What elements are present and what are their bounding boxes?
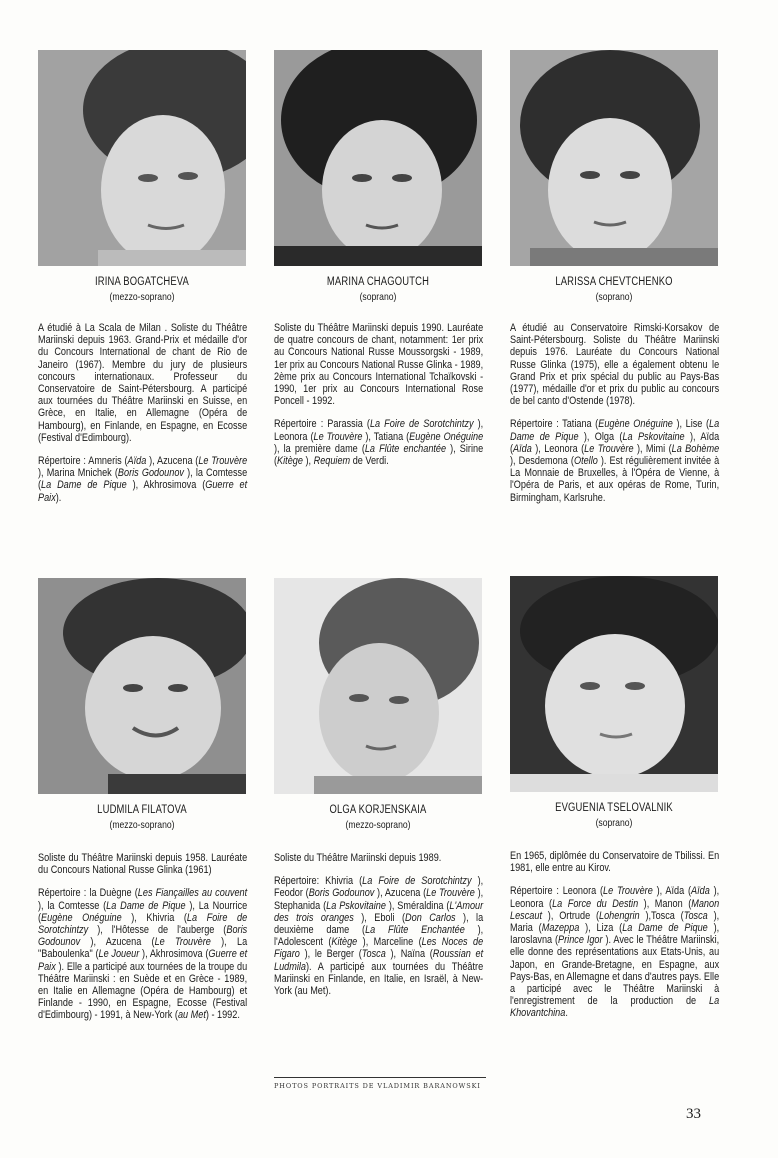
bio-text: ), Naïna ( (385, 948, 433, 961)
bio-text: ), le Berger ( (299, 948, 362, 961)
singer-bio (510, 322, 719, 515)
work-title: Aïda (127, 455, 147, 468)
bio-text: ), (302, 455, 314, 468)
bio-text: Répertoire : Parassia ( (274, 418, 370, 431)
bio-text: ), Feodor ( (274, 875, 484, 900)
bio-text: ), Iaroslavna ( (510, 922, 720, 947)
bio-text: ),Tosca ( (639, 909, 684, 922)
bio-text: ). Avec le Théâtre Mariinski, elle donne des représentations aux Etats-Unis, au Japon, en Grande-Bretagne, en Espagne, aux Pays-Bas, en Allemagne et dans d'autres pays. Elle a participé avec le Théâtre Mariinski à l'enregistrement de la production de (510, 934, 720, 1008)
bio-text: Répertoire : la Duègne ( (38, 887, 138, 900)
bio-text: ), Eboli ( (353, 911, 406, 924)
portrait-photo-6 (510, 576, 718, 792)
work-title: Eugène Onéguine (409, 430, 484, 443)
bio-text: ), Manon ( (638, 897, 692, 910)
bio-text: ). A participé aux tournées du Théâtre Mariinski en Finlande, en Italie, en Israël, à New-York (au Met). (274, 960, 484, 998)
work-title: La Force du Destin (552, 897, 639, 910)
bio-text: Soliste du Théâtre Mariinski depuis 1989. (274, 852, 442, 864)
bio-text: ). (55, 491, 62, 504)
work-title: Boris Godounov (38, 924, 248, 949)
bio-text: ), Maria ( (510, 909, 720, 935)
work-title: Kitège (331, 936, 358, 949)
work-title: Aïda (513, 442, 532, 455)
work-title: Lohengrin (599, 909, 640, 922)
work-title: La Foire de Sorotchintzy (369, 418, 474, 431)
work-title: Aïda (691, 885, 710, 898)
bio-text: ), Leonora ( (510, 885, 720, 910)
bio-paragraph (38, 887, 247, 1021)
work-title: Guerre et Paix (38, 948, 248, 973)
singer-voice: (mezzo-soprano) (109, 291, 175, 303)
bio-text: Répertoire : Leonora ( (510, 885, 604, 898)
singer-bio (38, 322, 247, 515)
work-title: Otello (573, 455, 598, 468)
bio-paragraph (274, 852, 483, 864)
bio-text: ), Akhrosimova ( (139, 948, 209, 961)
bio-text: ), Sméraldina ( (385, 899, 450, 912)
work-title: Manon Lescaut (510, 897, 720, 922)
work-title: Le Trouvère (426, 887, 475, 900)
bio-text: ), la Comtesse ( (38, 467, 248, 492)
bio-paragraph (274, 418, 483, 467)
bio-text: Répertoire : Amneris ( (38, 455, 128, 468)
bio-paragraph (510, 418, 719, 503)
singer-name: IRINA BOGATCHEVA (95, 276, 189, 288)
bio-paragraph (274, 875, 483, 997)
bio-paragraph (510, 322, 719, 407)
work-title: La Dame de Pique (41, 479, 127, 492)
bio-paragraph (38, 322, 247, 444)
bio-text: Répertoire: Khivria ( (274, 875, 363, 888)
singer-voice: (soprano) (595, 291, 633, 303)
bio-text: Soliste du Théâtre Mariinski depuis 1963. Grand-Prix et médaille d'or du Concours International de chant de Rio de Janeiro (1967). Membre du jury de plusieurs concours internationaux. Professeur du Conservatoire de Saint-Pétersbourg. A participé aux tournées du Théâtre Mariinski en Suisse, en Grèce, en Italie, en Allemagne (Opéra de Hambourg), en Finlande, en Espagne, en Ecosse (Festival d'Edimbourg). (38, 322, 248, 444)
bio-text: ), Aïda ( (510, 430, 720, 455)
bio-text: de Verdi. (350, 455, 389, 468)
bio-text: ) - 1992. (205, 1009, 240, 1022)
bio-text: ), l'Hôtesse de l'auberge ( (88, 924, 227, 937)
photo-credit: PHOTOS PORTRAITS DE VLADIMIR BARANOWSKI (274, 1082, 481, 1090)
work-title: Le Joueur (98, 948, 140, 961)
work-title: Prince Igor (558, 934, 603, 947)
work-title: Le Trouvère (584, 442, 634, 455)
work-title: Boris Godounov (308, 887, 375, 900)
bio-text: ), la deuxième dame ( (274, 911, 484, 937)
work-title: Le Trouvère (154, 936, 211, 949)
portrait-photo-2 (274, 50, 482, 266)
work-title: La Pskovitaine (326, 899, 386, 912)
work-title: Le Trouvère (313, 430, 363, 443)
bio-text: ), Stephanida ( (274, 887, 484, 912)
bio-text: ). Est régulièrement invitée à La Monnaie de Bruxelles, à l'Opéra de Vienne, à l'Opéra de Paris, et aux opéras de Rome, Turin, Birmingham, Karlsruhe. (510, 455, 720, 504)
bio-text: ), Liza ( (579, 922, 623, 935)
work-title: La Flûte Enchantée (365, 924, 465, 937)
singer-bio (274, 852, 483, 1008)
bio-text: ), Mimi ( (633, 442, 672, 455)
bio-text: ), Desdemona ( (510, 455, 574, 468)
work-title: Les Fiançailles au couvent (137, 887, 248, 900)
bio-text: A étudié à La Scala de Milan . (38, 322, 168, 334)
portrait-photo-4 (38, 578, 246, 794)
singer-bio (274, 322, 483, 478)
bio-text: ), Olga ( (578, 430, 623, 443)
singer-bio (38, 852, 247, 1033)
work-title: Eugène Onéguine (41, 911, 122, 924)
work-title: Don Carlos (405, 911, 456, 924)
work-title: Roussian et Ludmila (274, 948, 484, 973)
bio-paragraph (38, 852, 247, 876)
bio-text: ), Marceline ( (357, 936, 422, 949)
bio-text: ), Sirine ( (274, 442, 484, 468)
bio-text: ), Leonora ( (274, 418, 484, 443)
work-title: Guerre et Paix (38, 479, 248, 504)
bio-paragraph (510, 850, 719, 874)
bio-text: ), Marina Mnichek ( (38, 467, 118, 480)
singer-voice: (mezzo-soprano) (345, 819, 411, 831)
work-title: Mazeppa (541, 922, 580, 935)
work-title: L'Amour des trois oranges (274, 899, 484, 924)
singer-name: EVGUENIA TSELOVALNIK (555, 802, 673, 814)
portrait-photo-3 (510, 50, 718, 266)
work-title: Requiem (313, 455, 351, 468)
work-title: Tosca (683, 909, 708, 922)
work-title: La Flûte enchantée (364, 442, 447, 455)
bio-text: ), La Nourrice ( (38, 899, 248, 924)
bio-text: En 1965, diplômée du Conservatoire de Tbilissi. En 1981, elle entre au Kirov. (510, 850, 720, 875)
work-title: La Dame de Pique (106, 899, 186, 912)
bio-text: Soliste du Théâtre Mariinski depuis 1958. Lauréate du Concours National Russe Glinka (1961) (38, 852, 248, 877)
singer-voice: (mezzo-soprano) (109, 819, 175, 831)
bio-text: ), Leonora ( (531, 442, 585, 455)
bio-text: ), Akhrosimova ( (126, 479, 206, 492)
singer-name: LARISSA CHEVTCHENKO (555, 276, 673, 288)
bio-text: ), Azucena ( (146, 455, 199, 468)
singer-name: OLGA KORJENSKAIA (329, 804, 427, 816)
work-title: Kitège (277, 455, 303, 468)
bio-text: Répertoire : Tatiana ( (510, 418, 599, 431)
bio-paragraph (274, 322, 483, 407)
singer-bio (510, 850, 719, 1031)
work-title: Boris Godounov (117, 467, 184, 480)
bio-text: ), Azucena ( (80, 936, 155, 949)
portrait-photo-1 (38, 50, 246, 266)
bio-text: ), Azucena ( (374, 887, 427, 900)
work-title: La Dame de Pique (622, 922, 708, 935)
bio-text: A étudié au Conservatoire Rimski-Korsakov de Saint-Pétersbourg. Soliste du Théâtre Mariinski depuis 1976. Lauréate du Concours National Russe Glinka (1975), elle a également obtenu le Grand Prix et prix spécial du public au Pays-Bas (1977), médaille d'or et prix du public au concours de bel canto d'Ostende (1978). (510, 322, 720, 408)
work-title: La Foire de Sorotchintzy (362, 875, 472, 888)
singer-voice: (soprano) (359, 291, 397, 303)
page-number: 33 (686, 1106, 701, 1122)
bio-text: ), la Comtesse ( (38, 899, 107, 912)
bio-text: ), l'Adolescent ( (274, 924, 484, 949)
singer-name: MARINA CHAGOUTCH (326, 276, 430, 288)
work-title: La Bohème (671, 442, 720, 455)
bio-text: Soliste du Théâtre Mariinski depuis 1990. Lauréate de quatre concours de chant, notamment: 1er prix au Concours National Russe Moussorgski - 1989, 1er prix au Concours National Russe Glinka - 1989, 2ème prix au Concours International Tchaïkovski - 1990, 1er prix au Concours International Rose Poncell - 1992. (274, 322, 484, 408)
bio-paragraph (510, 885, 719, 1019)
work-title: La Foire de Sorotchintzy (38, 911, 248, 937)
bio-text: ), Khivria ( (121, 911, 187, 924)
bio-text: . (565, 1007, 568, 1020)
work-title: au Met (177, 1009, 206, 1022)
portrait-photo-5 (274, 578, 482, 794)
work-title: La Pskovitaine (622, 430, 685, 443)
bio-paragraph (38, 455, 247, 504)
work-title: Le Trouvère (603, 885, 653, 898)
bio-text: ), Aïda ( (652, 885, 692, 898)
work-title: La Dame de Pique (510, 418, 720, 443)
work-title: Eugène Onéguine (598, 418, 673, 431)
bio-text: ), La "Baboulenka" ( (38, 936, 248, 961)
work-title: Le Trouvère (198, 455, 248, 468)
work-title: Les Noces de Figaro (274, 936, 484, 961)
singer-name: LUDMILA FILATOVA (97, 804, 187, 816)
work-title: La Khovantchina (510, 995, 720, 1020)
bio-text: ), Ortrude ( (541, 909, 600, 922)
bio-text: ), la première dame ( (274, 442, 365, 455)
credit-divider (274, 1077, 486, 1078)
bio-text: ). Elle a participé aux tournées de la troupe du Théâtre Mariinski : en Suède et en Grèce - 1989, en Italie en Allemagne (Opéra de Hambourg) et Finlande - 1990, en Espagne, Ecosse (Festival d'Edimbourg) - 1991, à New-York ( (38, 960, 248, 1022)
work-title: Tosca (361, 948, 386, 961)
singer-voice: (soprano) (595, 817, 633, 829)
bio-text: ), Lise ( (672, 418, 710, 431)
bio-text: ), Tatiana ( (362, 430, 410, 443)
